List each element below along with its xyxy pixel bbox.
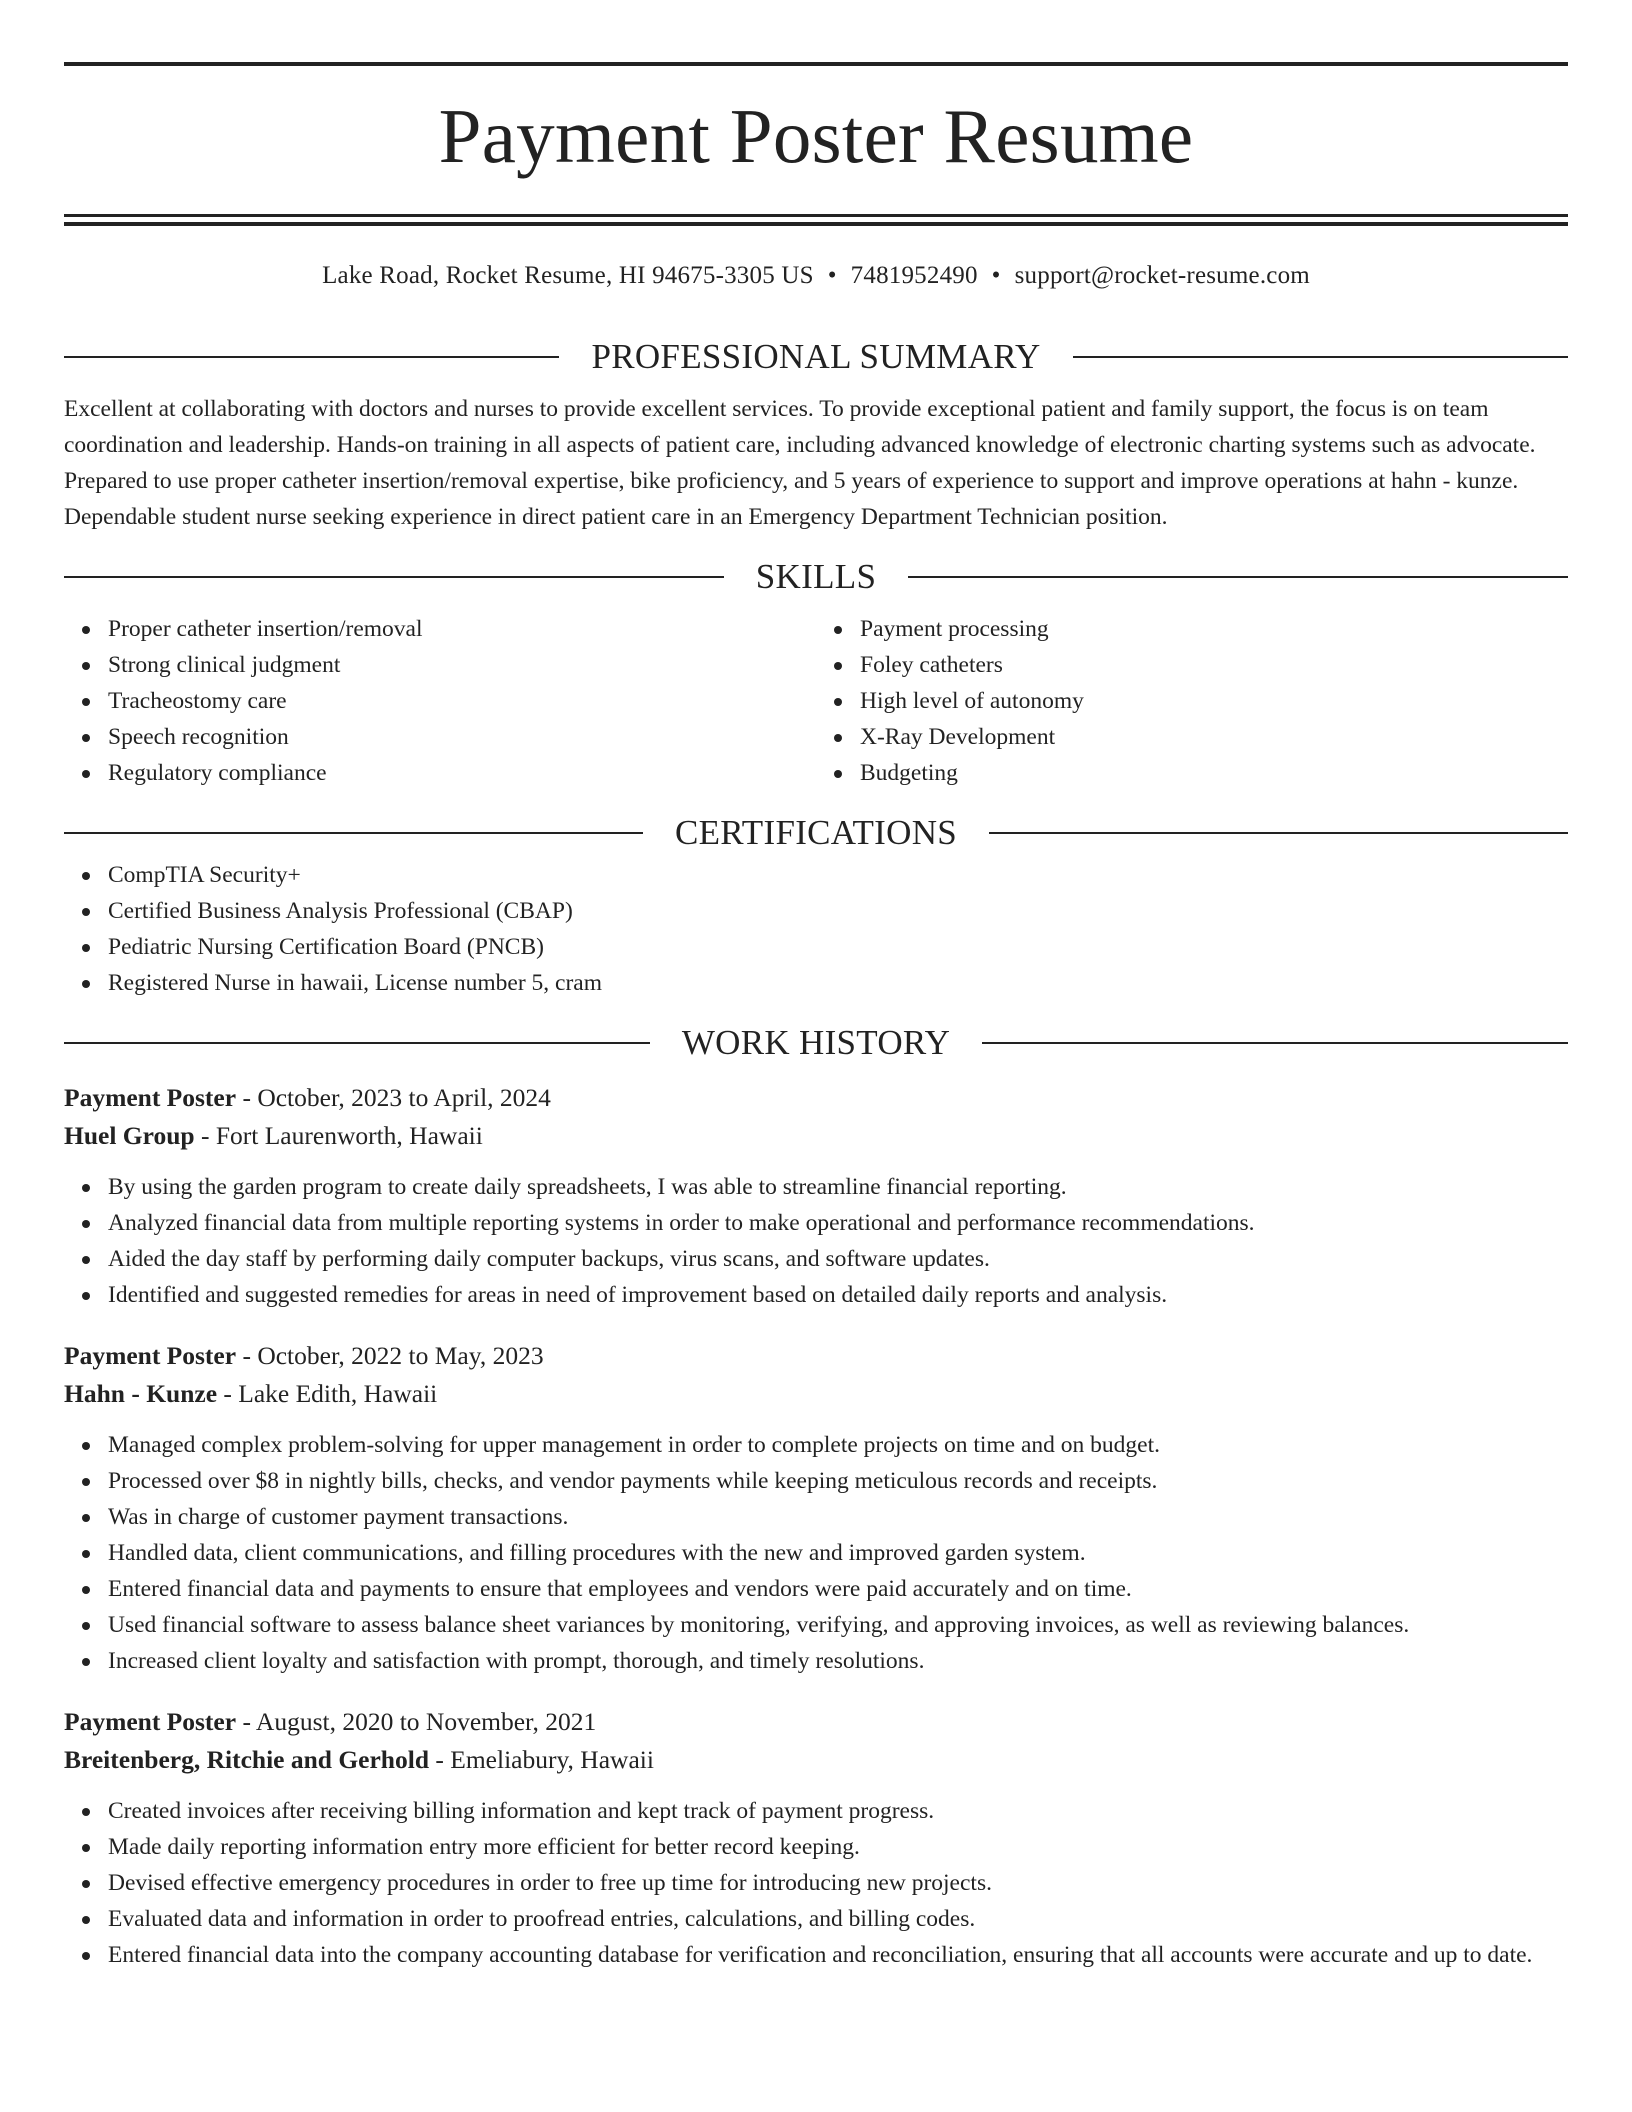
list-item: Entered financial data and payments to ensure that employees and vendors were paid accurately and on time. — [108, 1571, 1568, 1607]
contact-separator: • — [991, 262, 1001, 289]
list-item: Regulatory compliance — [108, 755, 816, 791]
section-rule — [64, 1042, 650, 1044]
contact-separator: • — [827, 262, 837, 289]
certifications-list — [64, 857, 1568, 1001]
title-double-rule — [64, 214, 1568, 226]
skills-list-left — [64, 611, 816, 791]
job-dates: - October, 2022 to May, 2023 — [242, 1341, 544, 1370]
list-item: CompTIA Security+ — [108, 857, 1568, 893]
list-item: Aided the day staff by performing daily computer backups, virus scans, and software updates. — [108, 1241, 1568, 1277]
job-company: Hahn - Kunze — [64, 1379, 218, 1408]
list-item: Budgeting — [860, 755, 1568, 791]
section-rule — [908, 576, 1568, 578]
list-item: Proper catheter insertion/removal — [108, 611, 816, 647]
job-title-line — [64, 1703, 1568, 1741]
job-entry — [64, 1079, 1568, 1313]
list-item: Increased client loyalty and satisfaction with prompt, thorough, and timely resolutions. — [108, 1643, 1568, 1679]
list-item: Made daily reporting information entry more efficient for better record keeping. — [108, 1829, 1568, 1865]
job-duties-list — [64, 1427, 1568, 1679]
job-title: Payment Poster — [64, 1083, 237, 1112]
summary-heading: PROFESSIONAL SUMMARY — [591, 337, 1041, 376]
list-item: Strong clinical judgment — [108, 647, 816, 683]
list-item: Entered financial data into the company accounting database for verification and reconciliation, ensuring that all accounts were accurate and up to date. — [108, 1937, 1568, 1973]
summary-section-header — [64, 333, 1568, 381]
list-item: Was in charge of customer payment transactions. — [108, 1499, 1568, 1535]
list-item: Tracheostomy care — [108, 683, 816, 719]
job-title-line — [64, 1337, 1568, 1375]
skills-section-header — [64, 553, 1568, 601]
section-rule — [64, 832, 643, 834]
section-rule — [64, 576, 724, 578]
job-duties-list — [64, 1169, 1568, 1313]
list-item: Created invoices after receiving billing information and kept track of payment progress. — [108, 1793, 1568, 1829]
section-rule — [989, 832, 1568, 834]
list-item: Payment processing — [860, 611, 1568, 647]
work-history-list — [64, 1079, 1568, 1973]
list-item: Certified Business Analysis Professional (CBAP) — [108, 893, 1568, 929]
list-item: Speech recognition — [108, 719, 816, 755]
skills-list-right — [816, 611, 1568, 791]
list-item: X-Ray Development — [860, 719, 1568, 755]
list-item: Evaluated data and information in order to proofread entries, calculations, and billing codes. — [108, 1901, 1568, 1937]
job-location: - Fort Laurenworth, Hawaii — [200, 1121, 483, 1150]
skills-grid — [64, 611, 1568, 791]
contact-address: Lake Road, Rocket Resume, HI 94675-3305 US — [322, 262, 814, 289]
job-company-line — [64, 1117, 1568, 1155]
job-title: Payment Poster — [64, 1341, 237, 1370]
job-company: Huel Group — [64, 1121, 195, 1150]
job-location: - Emeliabury, Hawaii — [435, 1745, 654, 1774]
list-item: Processed over $8 in nightly bills, checks, and vendor payments while keeping meticulous records and receipts. — [108, 1463, 1568, 1499]
summary-text: Excellent at collaborating with doctors and nurses to provide excellent services. To provide exceptional patient and family support, the focus is on team coordination and leadership. Hands-on training in all aspects of patient care, including advanced knowledge of electronic charting systems such as advocate. Prepared to use proper catheter insertion/removal expertise, bike proficiency, and 5 years of experience to support and improve operations at hahn - kunze. Dependable student nurse seeking experience in direct patient care in an Emergency Department Technician position. — [64, 396, 1536, 530]
job-entry — [64, 1337, 1568, 1679]
certifications-section-header — [64, 809, 1568, 857]
skills-column-left — [64, 611, 816, 791]
skills-heading: SKILLS — [755, 557, 877, 596]
section-rule — [982, 1042, 1568, 1044]
list-item: Managed complex problem-solving for upper management in order to complete projects on time and on budget. — [108, 1427, 1568, 1463]
page-title: Payment Poster Resume — [438, 93, 1194, 179]
job-company-line — [64, 1741, 1568, 1779]
contact-line — [64, 259, 1568, 293]
list-item: Devised effective emergency procedures in order to free up time for introducing new projects. — [108, 1865, 1568, 1901]
certifications-heading: CERTIFICATIONS — [674, 813, 958, 852]
contact-phone: 7481952490 — [850, 262, 978, 289]
list-item: Foley catheters — [860, 647, 1568, 683]
job-title: Payment Poster — [64, 1707, 237, 1736]
job-dates: - August, 2020 to November, 2021 — [242, 1707, 597, 1736]
list-item: High level of autonomy — [860, 683, 1568, 719]
list-item: Registered Nurse in hawaii, License number 5, cram — [108, 965, 1568, 1001]
job-dates: - October, 2023 to April, 2024 — [242, 1083, 551, 1112]
list-item: Handled data, client communications, and filling procedures with the new and improved garden system. — [108, 1535, 1568, 1571]
list-item: Identified and suggested remedies for areas in need of improvement based on detailed daily reports and analysis. — [108, 1277, 1568, 1313]
work-section-header — [64, 1019, 1568, 1067]
job-location: - Lake Edith, Hawaii — [223, 1379, 438, 1408]
skills-column-right — [816, 611, 1568, 791]
job-title-line — [64, 1079, 1568, 1117]
section-rule — [64, 356, 559, 358]
list-item: By using the garden program to create daily spreadsheets, I was able to streamline financial reporting. — [108, 1169, 1568, 1205]
job-company-line — [64, 1375, 1568, 1413]
job-company: Breitenberg, Ritchie and Gerhold — [64, 1745, 430, 1774]
work-heading: WORK HISTORY — [681, 1023, 951, 1062]
job-entry — [64, 1703, 1568, 1973]
list-item: Analyzed financial data from multiple reporting systems in order to make operational and performance recommendations. — [108, 1205, 1568, 1241]
top-rule — [64, 62, 1568, 66]
job-duties-list — [64, 1793, 1568, 1973]
contact-email: support@rocket-resume.com — [1014, 262, 1310, 289]
section-rule — [1073, 356, 1568, 358]
list-item: Pediatric Nursing Certification Board (PNCB) — [108, 929, 1568, 965]
list-item: Used financial software to assess balance sheet variances by monitoring, verifying, and approving invoices, as well as reviewing balances. — [108, 1607, 1568, 1643]
